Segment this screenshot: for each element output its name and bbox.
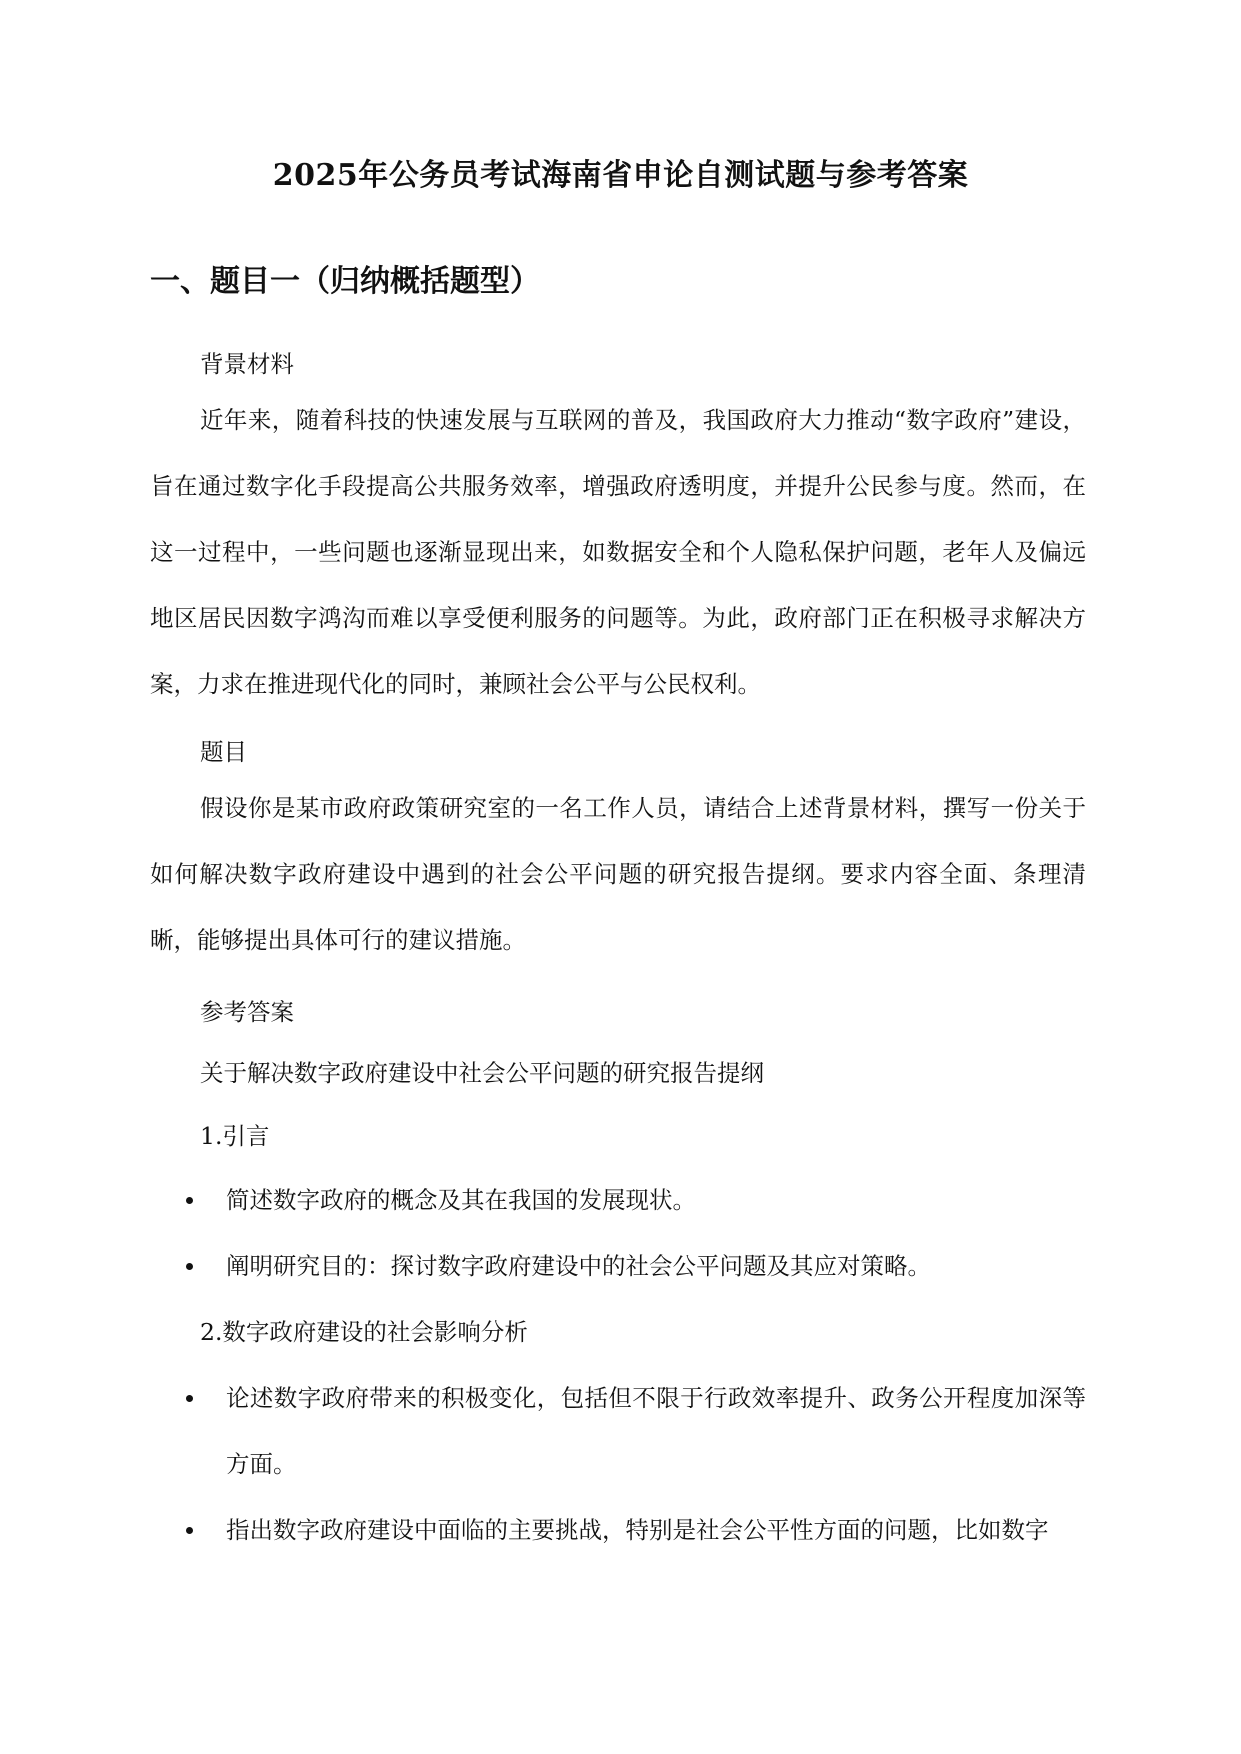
question-paragraph: 假设你是某市政府政策研究室的一名工作人员，请结合上述背景材料，撰写一份关于如何解决数字政府建设中遇到的社会公平问题的研究报告提纲。要求内容全面、条理清晰，能够提出具体可行的建议措施。	[150, 794, 1086, 954]
list-item	[150, 1497, 1086, 1563]
section-heading: 一、题目一（归纳概括题型）	[150, 264, 540, 299]
list-item	[150, 1365, 1086, 1497]
list-item-text: 简述数字政府的概念及其在我国的发展现状。	[226, 1186, 696, 1214]
list-item	[150, 1233, 1086, 1299]
bullet-dot	[186, 1263, 193, 1270]
bullet-dot	[186, 1197, 193, 1204]
section2-heading: 2.数字政府建设的社会影响分析	[200, 1318, 528, 1346]
background-paragraph: 近年来，随着科技的快速发展与互联网的普及，我国政府大力推动“数字政府”建设，旨在通过数字化手段提高公共服务效率，增强政府透明度，并提升公民参与度。然而，在这一过程中，一些问题也逐渐显现出来，如数据安全和个人隐私保护问题，老年人及偏远地区居民因数字鸿沟而难以享受便利服务的问题等。为此，政府部门正在积极寻求解决方案，力求在推进现代化的同时，兼顾社会公平与公民权利。	[150, 406, 1086, 698]
document-title: 2025年公务员考试海南省申论自测试题与参考答案	[272, 158, 969, 193]
section1-heading: 1.引言	[200, 1122, 270, 1150]
list-item	[150, 1167, 1086, 1233]
list-item-text: 论述数字政府带来的积极变化，包括但不限于行政效率提升、政务公开程度加深等方面。	[226, 1384, 1086, 1478]
bullet-dot	[186, 1527, 193, 1534]
background-label: 背景材料	[200, 350, 294, 378]
list-item-text: 指出数字政府建设中面临的主要挑战，特别是社会公平性方面的问题，比如数字	[226, 1516, 1049, 1544]
answer-label: 参考答案	[200, 998, 294, 1026]
bullet-dot	[186, 1395, 193, 1402]
outline-title: 关于解决数字政府建设中社会公平问题的研究报告提纲	[200, 1059, 764, 1087]
list-item-text: 阐明研究目的：探讨数字政府建设中的社会公平问题及其应对策略。	[226, 1252, 931, 1280]
question-label: 题目	[200, 738, 247, 766]
